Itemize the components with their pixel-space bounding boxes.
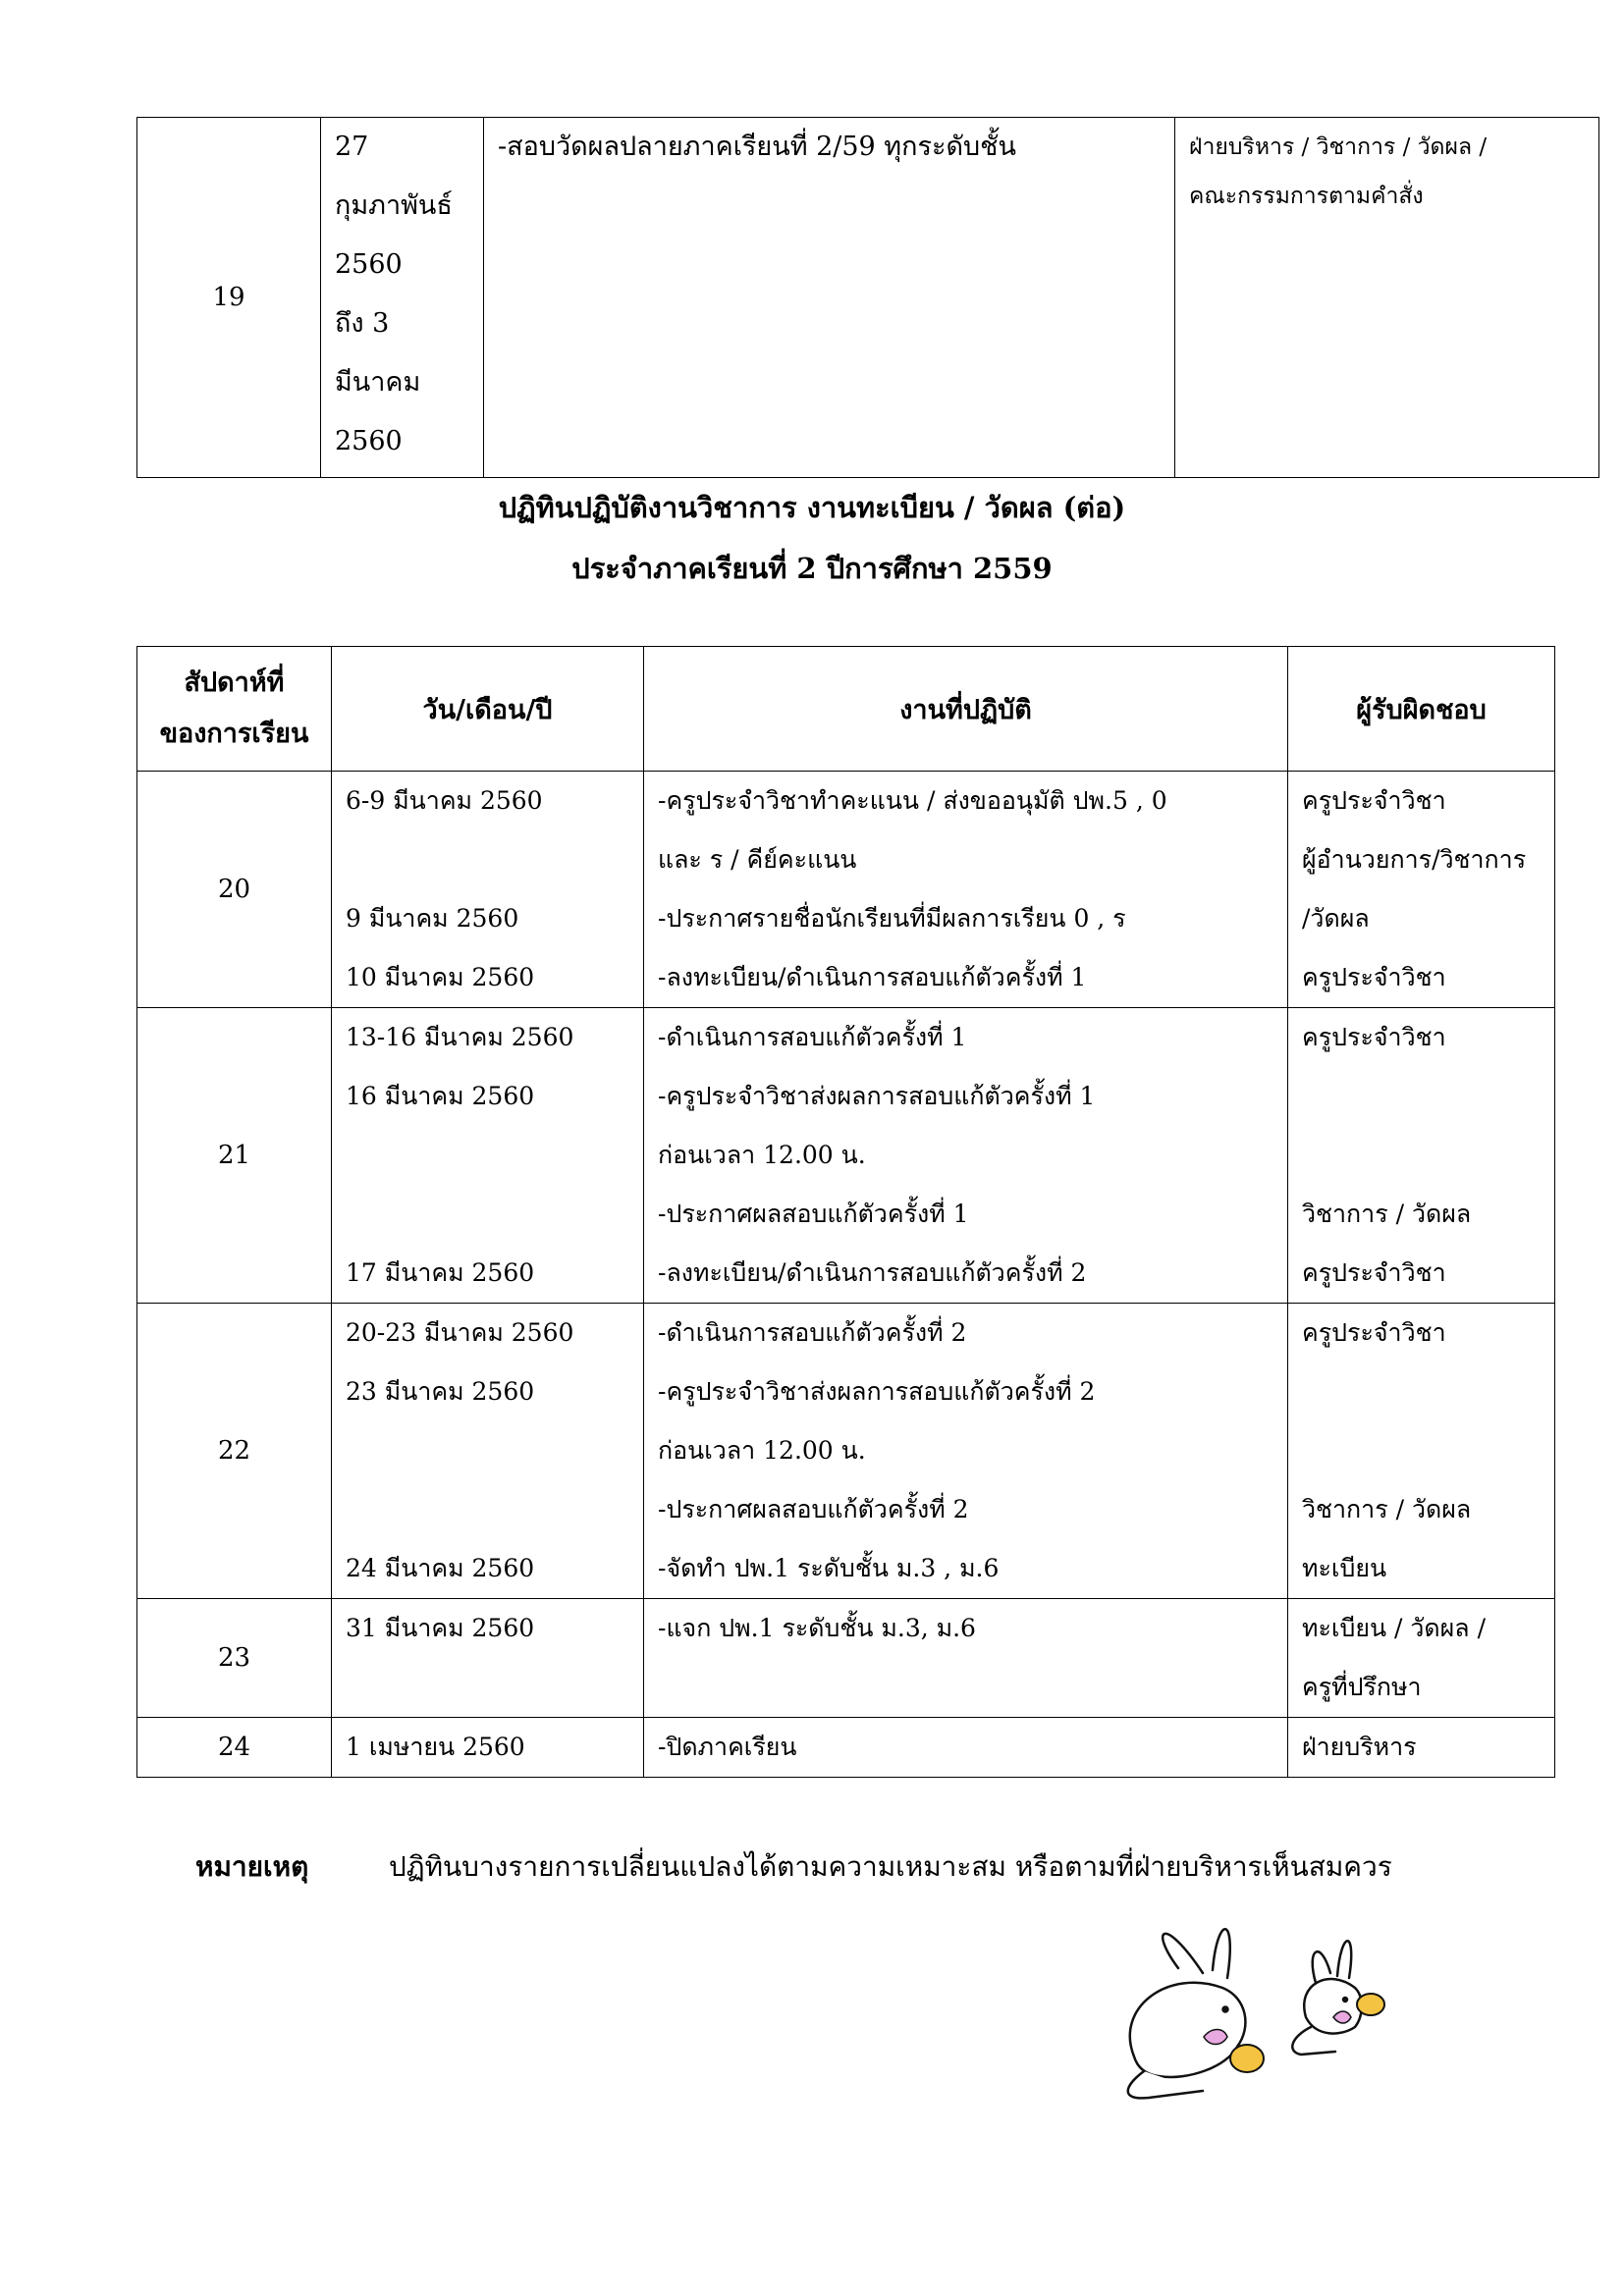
header-date: วัน/เดือน/ปี [332, 647, 644, 772]
task-cell: -ปิดภาคเรียน [644, 1718, 1288, 1778]
date-line: 2560 [335, 426, 403, 456]
task-cell [484, 118, 1175, 478]
date-line: มีนาคม [335, 367, 421, 398]
responsible-cell: ฝ่ายบริหาร [1288, 1718, 1555, 1778]
egg-icon [1230, 2045, 1264, 2072]
date-cell: 31 มีนาคม 2560 [332, 1599, 644, 1718]
header-responsible: ผู้รับผิดชอบ [1288, 647, 1555, 772]
date-line: ถึง 3 [335, 308, 390, 339]
note-label: หมายเหตุ [195, 1850, 309, 1883]
header-week: สัปดาห์ที่ ของการเรียน [137, 647, 332, 772]
date-line: 2560 [335, 249, 403, 280]
schedule-table [136, 646, 1555, 1778]
week-cell: 20 [137, 772, 332, 1008]
table-row [137, 1304, 1555, 1599]
date-cell: 1 เมษายน 2560 [332, 1718, 644, 1778]
responsible-line: คณะกรรมการตามคำสั่ง [1189, 184, 1424, 209]
week-cell: 22 [137, 1304, 332, 1599]
responsible-cell: ครูประจำวิชา ผู้อำนวยการ/วิชาการ /วัดผล ครูประจำวิชา [1288, 772, 1555, 1008]
date-line: กุมภาพันธ์ [335, 190, 453, 221]
week-cell: 23 [137, 1599, 332, 1718]
header-task: งานที่ปฏิบัติ [644, 647, 1288, 772]
week-cell: 19 [137, 118, 321, 478]
task-cell: -ดำเนินการสอบแก้ตัวครั้งที่ 2 -ครูประจำวิชาส่งผลการสอบแก้ตัวครั้งที่ 2 ก่อนเวลา 12.00 น. -ประกาศผลสอบแก้ตัวครั้งที่ 2 -จัดทำ ปพ.1 ระดับชั้น ม.3 , ม.6 [644, 1304, 1288, 1599]
responsible-cell: ครูประจำวิชา วิชาการ / วัดผล ครูประจำวิชา [1288, 1008, 1555, 1304]
table-row [137, 1599, 1555, 1718]
rabbits-illustration [1110, 1890, 1463, 2115]
note-text: ปฏิทินบางรายการเปลี่ยนแปลงได้ตามความเหมาะสม หรือตามที่ฝ่ายบริหารเห็นสมควร [389, 1850, 1392, 1883]
table-row [137, 118, 1599, 478]
task-cell: -ดำเนินการสอบแก้ตัวครั้งที่ 1 -ครูประจำวิชาส่งผลการสอบแก้ตัวครั้งที่ 1 ก่อนเวลา 12.00 น. -ประกาศผลสอบแก้ตัวครั้งที่ 1 -ลงทะเบียน/ดำเนินการสอบแก้ตัวครั้งที่ 2 [644, 1008, 1288, 1304]
task-cell: -ครูประจำวิชาทำคะแนน / ส่งขออนุมัติ ปพ.5 , 0 และ ร / คีย์คะแนน -ประกาศรายชื่อนักเรียนที่มีผลการเรียน 0 , ร -ลงทะเบียน/ดำเนินการสอบแก้ตัวครั้งที่ 1 [644, 772, 1288, 1008]
page-title: ปฏิทินปฏิบัติงานวิชาการ งานทะเบียน / วัดผล (ต่อ) [498, 491, 1126, 524]
responsible-cell: ครูประจำวิชา วิชาการ / วัดผล ทะเบียน [1288, 1304, 1555, 1599]
table-header-row [137, 647, 1555, 772]
responsible-cell: ทะเบียน / วัดผล / ครูที่ปรึกษา [1288, 1599, 1555, 1718]
date-cell: 6-9 มีนาคม 2560 9 มีนาคม 2560 10 มีนาคม 2560 [332, 772, 644, 1008]
page-subtitle: ประจำภาคเรียนที่ 2 ปีการศึกษา 2559 [571, 552, 1053, 585]
week-cell: 24 [137, 1718, 332, 1778]
egg-icon [1357, 1994, 1384, 2015]
week-cell: 21 [137, 1008, 332, 1304]
task-line: -สอบวัดผลปลายภาคเรียนที่ 2/59 ทุกระดับชั้น [498, 132, 1016, 162]
date-line: 27 [335, 132, 369, 162]
table-row [137, 772, 1555, 1008]
table-row [137, 1008, 1555, 1304]
responsible-line: ฝ่ายบริหาร / วิชาการ / วัดผล / [1189, 134, 1488, 160]
continued-schedule-table [136, 117, 1599, 478]
date-cell: 13-16 มีนาคม 2560 16 มีนาคม 2560 17 มีนาคม 2560 [332, 1008, 644, 1304]
date-cell: 20-23 มีนาคม 2560 23 มีนาคม 2560 24 มีนาคม 2560 [332, 1304, 644, 1599]
table-row [137, 1718, 1555, 1778]
task-cell: -แจก ปพ.1 ระดับชั้น ม.3, ม.6 [644, 1599, 1288, 1718]
responsible-cell [1175, 118, 1599, 478]
date-cell [321, 118, 484, 478]
